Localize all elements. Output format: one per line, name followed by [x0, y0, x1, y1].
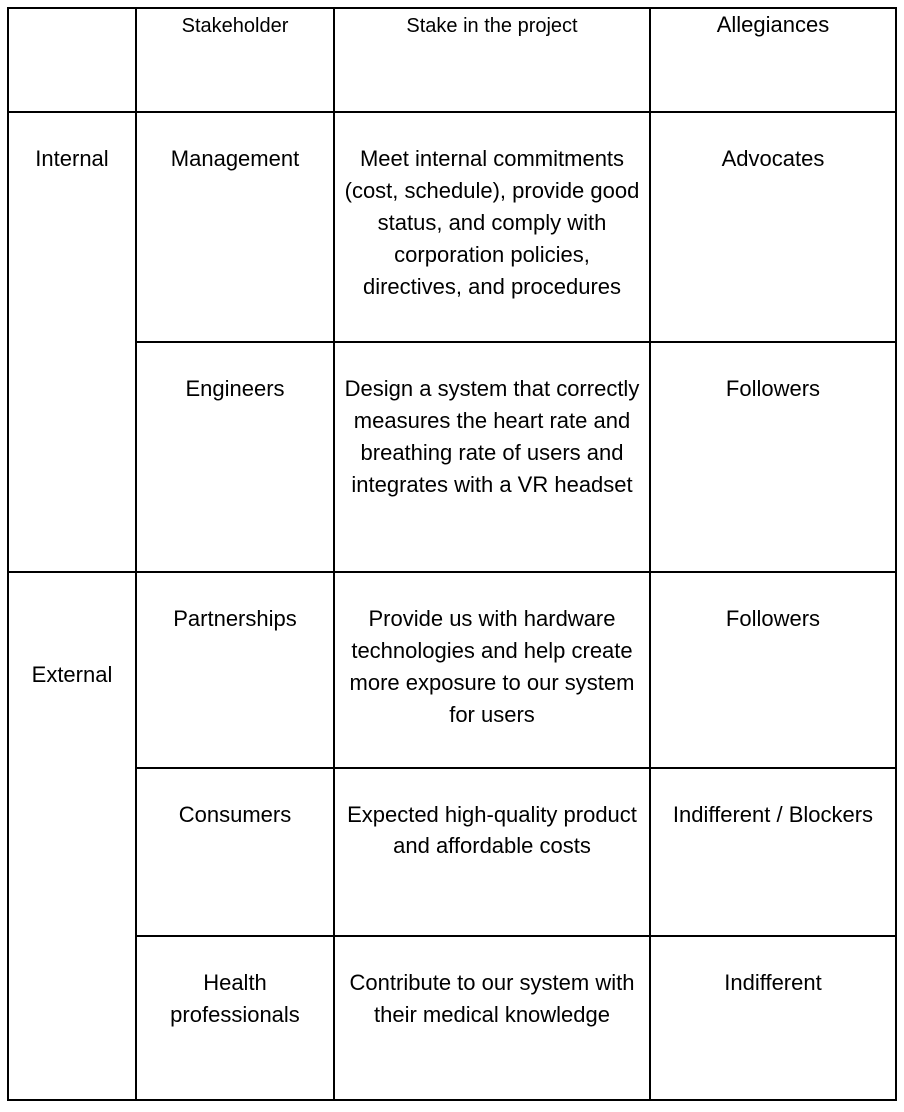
- stake-cell: [334, 112, 650, 342]
- table-row: [8, 342, 896, 572]
- table-row: [8, 572, 896, 768]
- stake-description: Provide us with hardware technologies and help create more exposure to our system for users: [349, 606, 635, 727]
- stakeholder-name: Management: [170, 146, 300, 171]
- stakeholder-table: [7, 7, 897, 1101]
- group-internal-cell: [8, 112, 136, 572]
- stakeholder-cell: [136, 572, 334, 768]
- allegiance-cell: [650, 112, 896, 342]
- stakeholder-name: Health professionals: [170, 970, 300, 1027]
- table-row: [8, 936, 896, 1100]
- stakeholder-cell: [136, 936, 334, 1100]
- stake-cell: [334, 936, 650, 1100]
- allegiance-cell: [650, 768, 896, 936]
- header-allegiances-label: Allegiances: [716, 12, 830, 37]
- stake-description: Expected high-quality product and affordable costs: [347, 802, 637, 858]
- stake-cell: [334, 572, 650, 768]
- stake-description: Contribute to our system with their medical knowledge: [349, 970, 635, 1027]
- stakeholder-cell: [136, 112, 334, 342]
- allegiance-value: Followers: [725, 606, 821, 631]
- header-stake-cell: [334, 8, 650, 112]
- header-row: [8, 8, 896, 112]
- stake-description: Meet internal commitments (cost, schedule), provide good status, and comply with corporation policies, directives, and procedures: [344, 146, 640, 299]
- allegiance-value: Indifferent: [724, 970, 822, 995]
- header-stake-label: Stake in the project: [406, 15, 578, 37]
- group-internal-label: Internal: [35, 146, 109, 171]
- allegiance-cell: [650, 572, 896, 768]
- stake-cell: [334, 768, 650, 936]
- allegiance-cell: [650, 936, 896, 1100]
- allegiance-cell: [650, 342, 896, 572]
- group-external-label: External: [31, 662, 113, 687]
- stake-cell: [334, 342, 650, 572]
- allegiance-value: Indifferent / Blockers: [672, 802, 874, 827]
- stakeholder-name: Consumers: [178, 802, 292, 827]
- header-stakeholder-cell: [136, 8, 334, 112]
- stakeholder-name: Partnerships: [173, 606, 297, 631]
- table-row: [8, 112, 896, 342]
- stakeholder-name: Engineers: [185, 376, 285, 401]
- stakeholder-cell: [136, 768, 334, 936]
- allegiance-value: Followers: [725, 376, 821, 401]
- stake-description: Design a system that correctly measures the heart rate and breathing rate of users and integrates with a VR headset: [344, 376, 640, 497]
- group-external-cell: [8, 572, 136, 1100]
- stakeholder-cell: [136, 342, 334, 572]
- header-stakeholder-label: Stakeholder: [181, 15, 289, 37]
- header-allegiances-cell: [650, 8, 896, 112]
- table-row: [8, 768, 896, 936]
- allegiance-value: Advocates: [721, 146, 825, 171]
- header-group-cell: [8, 8, 136, 112]
